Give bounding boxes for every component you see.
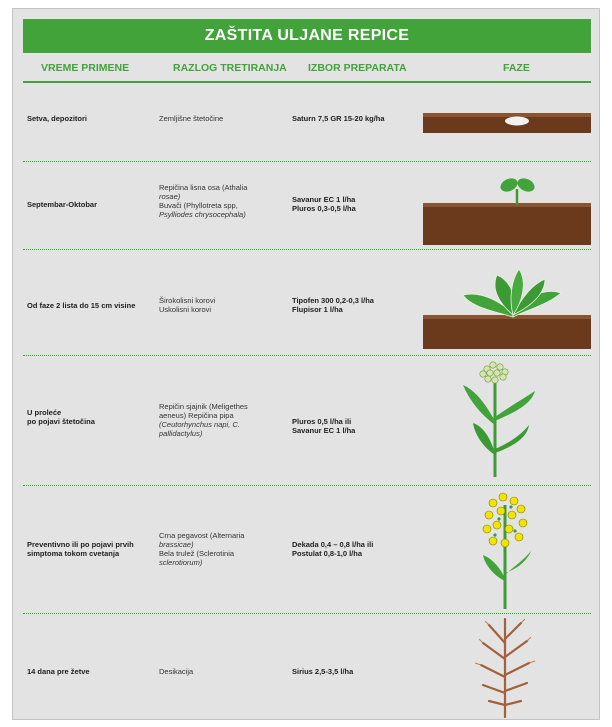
- table-row: [23, 613, 591, 719]
- treatment-reason: Širokolisni korovi Uskolisni korovi: [159, 296, 216, 314]
- crop-protection-table: [12, 8, 600, 720]
- application-time: U proleće po pojavi štetočina: [27, 408, 95, 426]
- header-vreme-primene: VREME PRIMENE: [41, 62, 130, 74]
- product-choice: Savanur EC 1 l/ha Pluros 0,3-0,5 l/ha: [292, 195, 356, 213]
- budding-stem-icon: [423, 355, 591, 485]
- product-choice: Sirius 2,5-3,5 l/ha: [292, 667, 354, 676]
- seedling-icon: [423, 161, 591, 249]
- treatment-reason: Repičin sjajnik (Meligethes aeneus) Repičina pipa (Ceutorhynchus napi, C. pallidactylus): [159, 402, 248, 438]
- product-choice: Saturn 7,5 GR 15-20 kg/ha: [292, 114, 385, 123]
- product-choice: Tipofen 300 0,2-0,3 l/ha Flupisor 1 l/ha: [292, 296, 374, 314]
- treatment-reason: Desikacija: [159, 667, 194, 676]
- application-time: Septembar-Oktobar: [27, 200, 98, 209]
- header-razlog-tretiranja: RAZLOG TRETIRANJA: [173, 62, 287, 74]
- product-choice: Pluros 0,5 l/ha ili Savanur EC 1 l/ha: [292, 417, 356, 435]
- application-time: Preventivno ili po pojavi prvih simptoma tokom cvetanja: [27, 540, 134, 558]
- treatment-reason: Zemljišne štetočine: [159, 114, 224, 123]
- dried-plant-icon: [423, 613, 591, 719]
- table-row: [23, 249, 591, 356]
- application-time: Od faze 2 lista do 15 cm visine: [27, 301, 136, 310]
- table-row: [23, 161, 591, 250]
- table-row: [23, 85, 591, 162]
- application-time: 14 dana pre žetve: [27, 667, 90, 676]
- leafy-rosette-icon: [423, 249, 591, 355]
- seed-in-soil-icon: [423, 85, 591, 161]
- header-izbor-preparata: IZBOR PREPARATA: [308, 62, 407, 74]
- treatment-reason: Repičina lisna osa (Athalia rosae) Buvači (Phyllotreta spp, Psylliodes chrysocephala): [159, 183, 248, 219]
- flowering-plant-icon: [423, 485, 591, 613]
- table-header: [23, 55, 591, 83]
- header-faze: FAZE: [503, 62, 530, 74]
- application-time: Setva, depozitori: [27, 114, 88, 123]
- table-row: [23, 485, 591, 614]
- table-row: [23, 355, 591, 486]
- treatment-reason: Crna pegavost (Alternaria brassicae) Bela trulež (Sclerotinia sclerotiorum): [159, 531, 245, 567]
- product-choice: Dekada 0,4 – 0,8 l/ha ili Postulat 0,8-1,0 l/ha: [292, 540, 374, 558]
- page-title: ZAŠTITA ULJANE REPICE: [23, 19, 591, 53]
